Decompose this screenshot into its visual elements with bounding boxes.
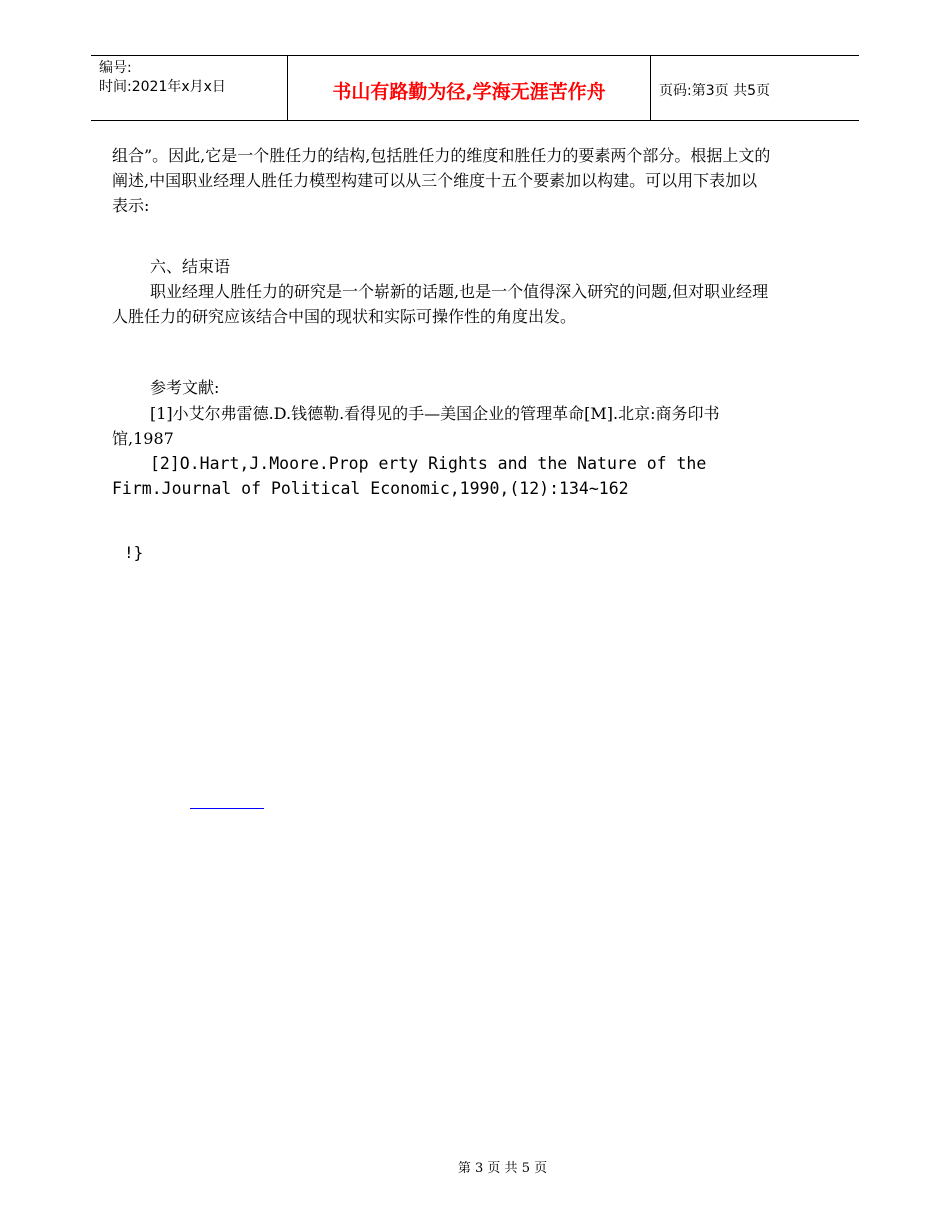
body-paragraph-1: 组合”。因此,它是一个胜任力的结构,包括胜任力的维度和胜任力的要素两个部分。根据上文的阐述,中国职业经理人胜任力模型构建可以从三个维度十五个要素加以构建。可以用下表加以表示: xyxy=(112,146,771,215)
header-meta xyxy=(91,56,287,120)
reference-2: [2]O.Hart,J.Moore.Prop erty Rights and the Nature of the Firm.Journal of Political Economic,1990,(12):134~162 xyxy=(112,454,707,498)
stray-characters: !} xyxy=(124,543,144,562)
page-footer: 第 3 页 共 5 页 xyxy=(457,1161,548,1176)
body-paragraph-2: 职业经理人胜任力的研究是一个崭新的话题,也是一个值得深入研究的问题,但对职业经理人胜任力的研究应该结合中国的现状和实际可操作性的角度出发。 xyxy=(112,282,769,326)
references-title: 参考文献: xyxy=(150,378,220,397)
header-motto: 书山有路勤为径,学海无涯苦作舟 xyxy=(287,56,651,120)
hyperlink-underline[interactable] xyxy=(190,808,264,809)
document-time-label: 时间:2021年x月x日 xyxy=(99,79,226,95)
document-number-label: 编号: xyxy=(99,60,132,76)
page-header xyxy=(91,55,859,121)
reference-1: [1]小艾尔弗雷德.D.钱德勒.看得见的手—美国企业的管理革命[M].北京:商务印书馆,1987 xyxy=(112,404,720,448)
header-page-label: 页码:第3页 共5页 xyxy=(659,83,770,99)
section-title: 六、结束语 xyxy=(150,257,231,276)
